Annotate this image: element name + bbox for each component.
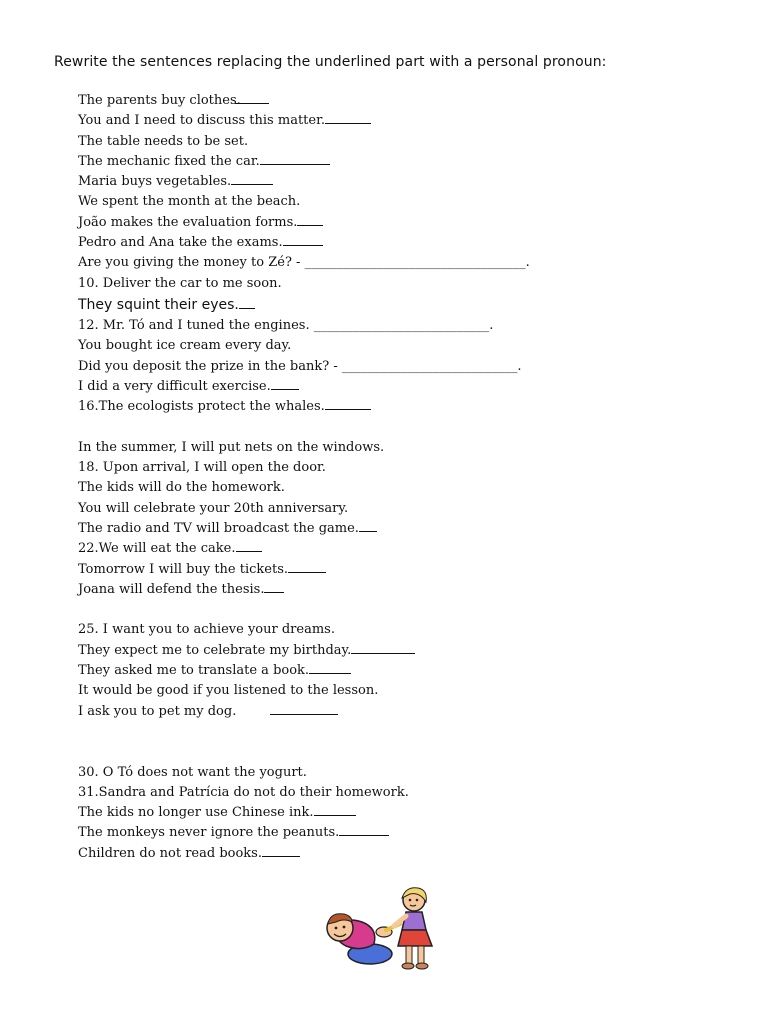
sentence-29: I ask you to pet my dog. [78,702,718,722]
section-gap-2 [78,600,718,620]
sentence-30: 30. O Tó does not want the yogurt. [78,764,307,780]
sentence-25: 25. I want you to achieve your dreams. [78,622,335,638]
sentence-26: They expect me to celebrate my birthday. [78,641,718,661]
kids-playing-clipart [322,886,452,970]
sentence-14: Did you deposit the prize in the bank? - ___________________________. [78,358,522,374]
sentence-31: 31.Sandra and Patrícia do not do their homework. [78,784,409,800]
sentence-22: 22.We will eat the cake. [78,539,718,559]
sentence-18: 18. Upon arrival, I will open the door. [78,460,326,476]
sentence-28: It would be good if you listened to the lesson. [78,683,379,699]
sentence-8: Pedro and Ana take the exams. [78,233,718,253]
sentence-6: We spent the month at the beach. [78,194,301,210]
instruction-heading: Rewrite the sentences replacing the underlined part with a personal pronoun: [54,54,607,70]
sentence-19: The kids will do the homework. [78,480,285,496]
sentence-32: The kids no longer use Chinese ink. [78,803,718,823]
sentence-15: I did a very difficult exercise. [78,377,718,397]
sentence-23: Tomorrow I will buy the tickets. [78,560,718,580]
sentence-1: The parents buy clothes. [78,91,718,111]
sentence-24: Joana will defend the thesis. [78,580,718,600]
sentence-3: The table needs to be set. [78,133,249,149]
sentence-27: They asked me to translate a book. [78,661,718,681]
sentence-33: The monkeys never ignore the peanuts. [78,823,718,843]
sentence-34: Children do not read books. [78,844,718,864]
section-gap-3 [78,722,718,742]
sentence-12: 12. Mr. Tó and I tuned the engines. ___________________________. [78,317,494,333]
sentence-list [78,91,718,864]
sentence-10: 10. Deliver the car to me soon. [78,275,282,291]
section-gap-1 [78,417,718,437]
sentence-11: They squint their eyes. [78,294,718,316]
sentence-13: You bought ice cream every day. [78,338,292,354]
sentence-7: João makes the evaluation forms. [78,213,718,233]
sentence-20: You will celebrate your 20th anniversary. [78,500,349,516]
sentence-9: Are you giving the money to Zé? - __________________________________. [78,255,530,271]
section-gap-4 [78,742,718,762]
sentence-4: The mechanic fixed the car. [78,152,718,172]
sentence-16: 16.The ecologists protect the whales. [78,397,718,417]
sentence-5: Maria buys vegetables. [78,172,718,192]
sentence-17: In the summer, I will put nets on the windows. [78,439,385,455]
sentence-21: The radio and TV will broadcast the game. [78,519,718,539]
sentence-2: You and I need to discuss this matter. [78,111,718,131]
